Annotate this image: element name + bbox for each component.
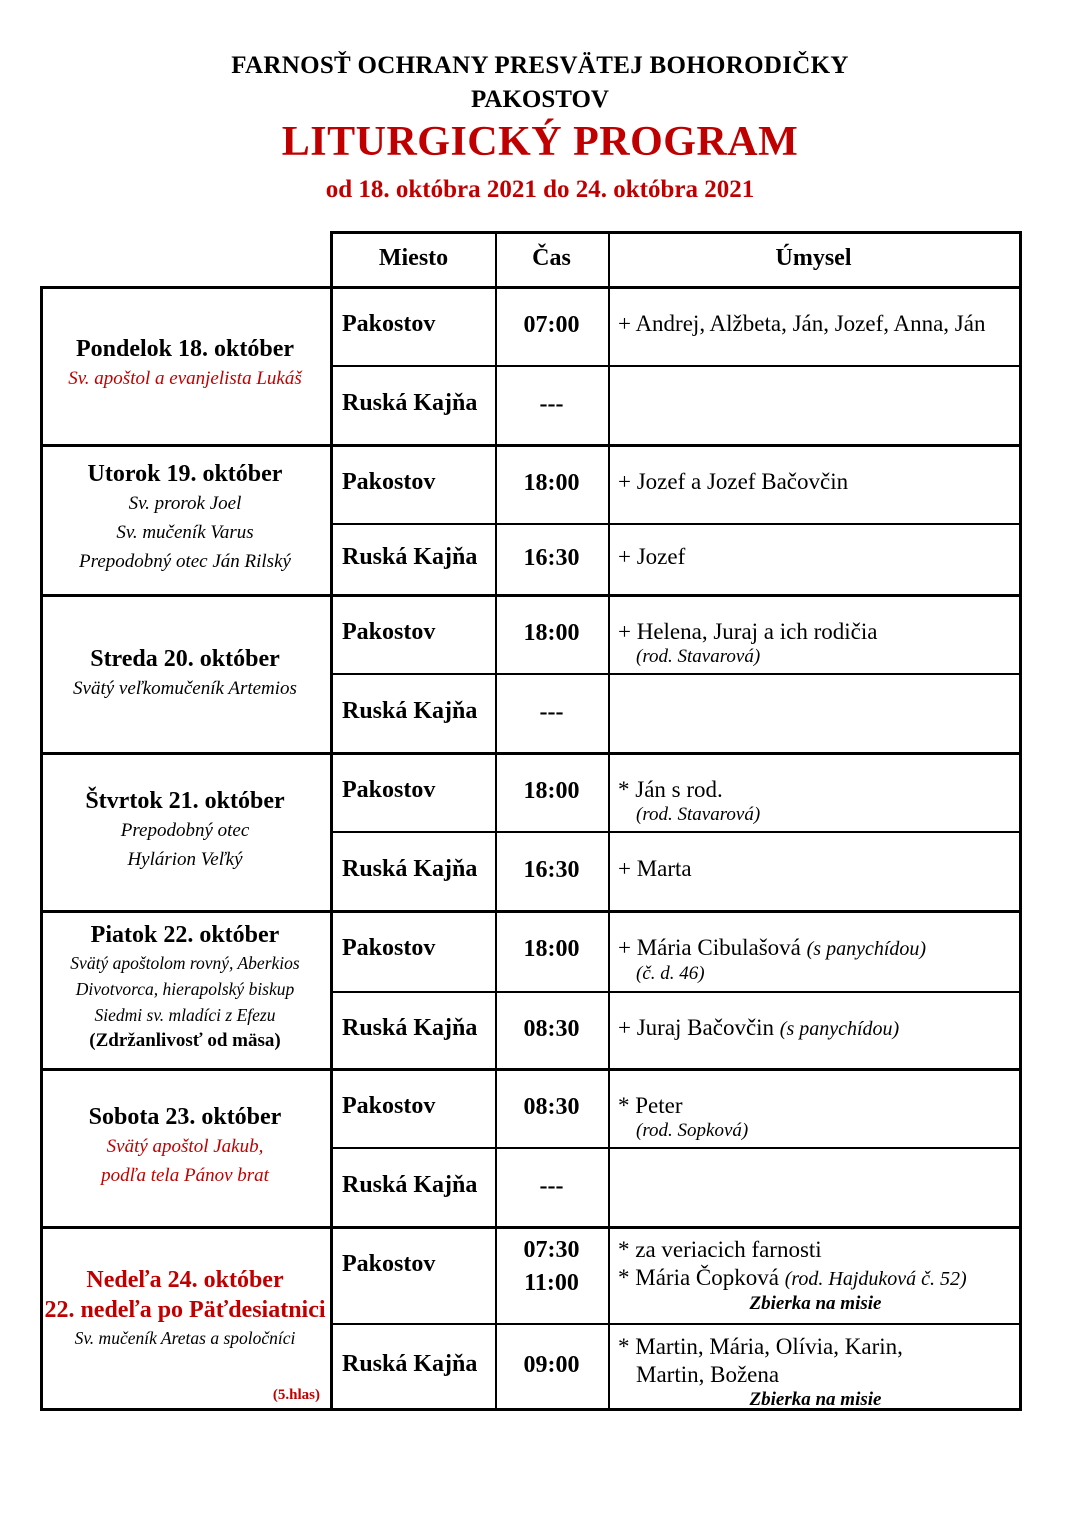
date-range: od 18. októbra 2021 do 24. októbra 2021	[325, 176, 755, 203]
day-name: Sobota 23. október	[88, 1104, 282, 1130]
table-rule	[331, 1147, 1020, 1149]
table-rule	[331, 991, 1020, 993]
time-value: 07:00	[523, 312, 580, 338]
collection-note: Zbierka na misie	[749, 1293, 882, 1314]
time-cell	[495, 1349, 608, 1382]
page-title: LITURGICKÝ PROGRAM	[281, 119, 799, 165]
table-rule	[495, 231, 497, 286]
intention-cell	[618, 1092, 1013, 1142]
time-value: 18:00	[523, 620, 580, 646]
time-value: 11:00	[524, 1270, 579, 1296]
day-name: Utorok 19. október	[87, 461, 283, 487]
day-name: Nedeľa 24. október	[86, 1267, 284, 1293]
table-rule	[331, 365, 1020, 367]
intention-text: * Ján s rod.	[618, 777, 723, 802]
time-value: 18:00	[523, 778, 580, 804]
time-cell	[495, 1170, 608, 1203]
saint-line: podľa tela Pánov brat	[101, 1165, 269, 1186]
place-cell: Ruská Kajňa	[342, 390, 478, 416]
intention-cell	[618, 468, 1013, 496]
intention-text: + Juraj Bačovčin	[618, 1015, 775, 1040]
time-cell	[495, 933, 608, 966]
intention-text: + Andrej, Alžbeta, Ján, Jozef, Anna, Ján	[618, 311, 986, 336]
saint-line: Prepodobný otec Ján Rilský	[79, 551, 291, 572]
time-value: 18:00	[523, 470, 580, 496]
intention-text: * za veriacich farnosti	[618, 1237, 822, 1262]
intention-cell	[618, 934, 1013, 985]
table-rule	[40, 444, 1022, 447]
table-rule	[331, 673, 1020, 675]
tone-label: (5.hlas)	[272, 1387, 320, 1403]
day-label-4	[40, 786, 330, 874]
place-cell: Pakostov	[342, 469, 436, 495]
intention-subnote: (rod. Stavarová)	[636, 646, 761, 667]
table-rule	[330, 286, 333, 1411]
table-rule	[608, 286, 610, 1408]
time-cell	[495, 309, 608, 342]
table-rule	[331, 1323, 1020, 1325]
place-cell: Ruská Kajňa	[342, 544, 478, 570]
time-value: ---	[539, 391, 564, 417]
saint-line: Hylárion Veľký	[127, 849, 243, 870]
intention-text: + Jozef a Jozef Bačovčin	[618, 469, 849, 494]
intention-subnote: (rod. Stavarová)	[636, 804, 761, 825]
parish-name: FARNOSŤ OCHRANY PRESVÄTEJ BOHORODIČKY	[231, 52, 849, 79]
place-cell: Ruská Kajňa	[342, 1172, 478, 1198]
saint-line: Prepodobný otec	[120, 820, 250, 841]
time-value: ---	[539, 699, 564, 725]
place-cell: Ruská Kajňa	[342, 1015, 478, 1041]
day-name: Piatok 22. október	[90, 922, 280, 948]
time-value: 16:30	[523, 545, 580, 571]
day-name: Streda 20. október	[90, 646, 280, 672]
intention-line	[618, 468, 1013, 496]
intention-cell	[618, 543, 1013, 571]
time-cell	[495, 1013, 608, 1046]
time-value: 07:30	[523, 1237, 580, 1263]
column-header-intention: Úmysel	[775, 245, 852, 271]
day-name: Štvrtok 21. október	[85, 788, 285, 814]
time-cell	[495, 1091, 608, 1124]
place-cell: Pakostov	[342, 311, 436, 337]
collection-note: Zbierka na misie	[749, 1389, 882, 1410]
intention-cell	[618, 855, 1013, 883]
intention-line	[618, 1264, 1013, 1293]
intention-line	[618, 1361, 1013, 1389]
table-rule	[331, 831, 1020, 833]
day-subtitle: 22. nedeľa po Päťdesiatnici	[44, 1297, 326, 1323]
time-value: 08:30	[523, 1094, 580, 1120]
day-label-5	[40, 920, 330, 1054]
day-label-3	[40, 644, 330, 703]
saint-line: Svätý apoštol Jakub,	[106, 1136, 264, 1157]
time-value: 16:30	[523, 857, 580, 883]
intention-subnote: (č. d. 46)	[636, 963, 705, 984]
day-name: Pondelok 18. október	[75, 336, 294, 362]
intention-note: (s panychídou)	[806, 938, 927, 960]
saint-line: Siedmi sv. mladíci z Efezu	[94, 1005, 276, 1025]
intention-line	[618, 1014, 1013, 1043]
time-cell	[495, 388, 608, 421]
intention-text: + Mária Cibulašová	[618, 935, 801, 960]
table-rule	[40, 286, 1022, 289]
intention-cell	[618, 618, 1013, 668]
intention-line	[618, 776, 1013, 804]
intention-cell	[618, 1014, 1013, 1043]
time-cell	[495, 696, 608, 729]
place-cell: Pakostov	[342, 777, 436, 803]
table-rule	[1019, 231, 1022, 286]
saint-line: Svätý apoštolom rovný, Aberkios	[70, 953, 300, 973]
intention-text: * Peter	[618, 1093, 683, 1118]
saint-line: Svätý veľkomučeník Artemios	[73, 678, 297, 699]
intention-cell	[618, 776, 1013, 826]
day-label-2	[40, 459, 330, 576]
intention-text: + Jozef	[618, 544, 686, 569]
intention-line	[618, 1092, 1013, 1120]
place-cell: Pakostov	[342, 1093, 436, 1119]
intention-text: + Helena, Juraj a ich rodičia	[618, 619, 878, 644]
saint-line: Sv. prorok Joel	[128, 493, 242, 514]
time-value: 08:30	[523, 1016, 580, 1042]
intention-line	[618, 1236, 1013, 1264]
time-value: 09:00	[523, 1352, 580, 1378]
place-cell: Ruská Kajňa	[342, 1351, 478, 1377]
intention-cell	[618, 310, 1013, 338]
place-cell: Ruská Kajňa	[342, 698, 478, 724]
table-rule	[331, 523, 1020, 525]
fasting-note: (Zdržanlivosť od mäsa)	[89, 1030, 281, 1051]
table-rule	[608, 231, 610, 286]
intention-note: (rod. Hajduková č. 52)	[784, 1268, 967, 1290]
column-header-time: Čas	[532, 245, 571, 271]
saint-line: Sv. mučeník Varus	[116, 522, 254, 543]
table-rule	[40, 1068, 1022, 1071]
column-header-place: Miesto	[378, 245, 449, 271]
intention-subnote: (rod. Sopková)	[636, 1120, 749, 1141]
place-cell: Pakostov	[342, 935, 436, 961]
table-rule	[40, 594, 1022, 597]
time-cell	[495, 617, 608, 650]
intention-text: + Marta	[618, 856, 692, 881]
intention-cell	[618, 1236, 1013, 1315]
time-cell	[495, 542, 608, 575]
intention-line	[618, 934, 1013, 963]
time-cell	[495, 854, 608, 887]
day-label-6	[40, 1102, 330, 1190]
intention-cell	[618, 1333, 1013, 1411]
intention-text: * Mária Čopková	[618, 1265, 779, 1290]
intention-text: * Martin, Mária, Olívia, Karin,	[618, 1334, 903, 1359]
day-label-7	[40, 1265, 330, 1351]
town-name: PAKOSTOV	[471, 86, 609, 113]
time-cell	[495, 467, 608, 500]
time-value: 18:00	[523, 936, 580, 962]
table-rule	[1019, 286, 1022, 1411]
time-cell	[495, 775, 608, 808]
place-cell: Pakostov	[342, 619, 436, 645]
intention-line	[618, 310, 1013, 338]
table-rule	[40, 752, 1022, 755]
table-rule	[330, 231, 333, 286]
saint-line: Sv. mučeník Aretas a spoločníci	[74, 1328, 296, 1348]
intention-line	[618, 543, 1013, 571]
table-rule	[40, 910, 1022, 913]
saint-line: Sv. apoštol a evanjelista Lukáš	[68, 368, 302, 389]
intention-note: (s panychídou)	[779, 1018, 900, 1040]
day-label-1	[40, 334, 330, 393]
time-cell	[495, 1234, 608, 1300]
place-cell: Ruská Kajňa	[342, 856, 478, 882]
intention-line	[618, 1333, 1013, 1361]
table-rule	[40, 1226, 1022, 1229]
table-rule	[330, 231, 1021, 234]
intention-text: Martin, Božena	[636, 1362, 780, 1387]
saint-line: Divotvorca, hierapolský biskup	[75, 979, 295, 999]
time-value: ---	[539, 1173, 564, 1199]
intention-line	[618, 855, 1013, 883]
place-cell: Pakostov	[342, 1251, 436, 1277]
intention-line	[618, 618, 1013, 646]
